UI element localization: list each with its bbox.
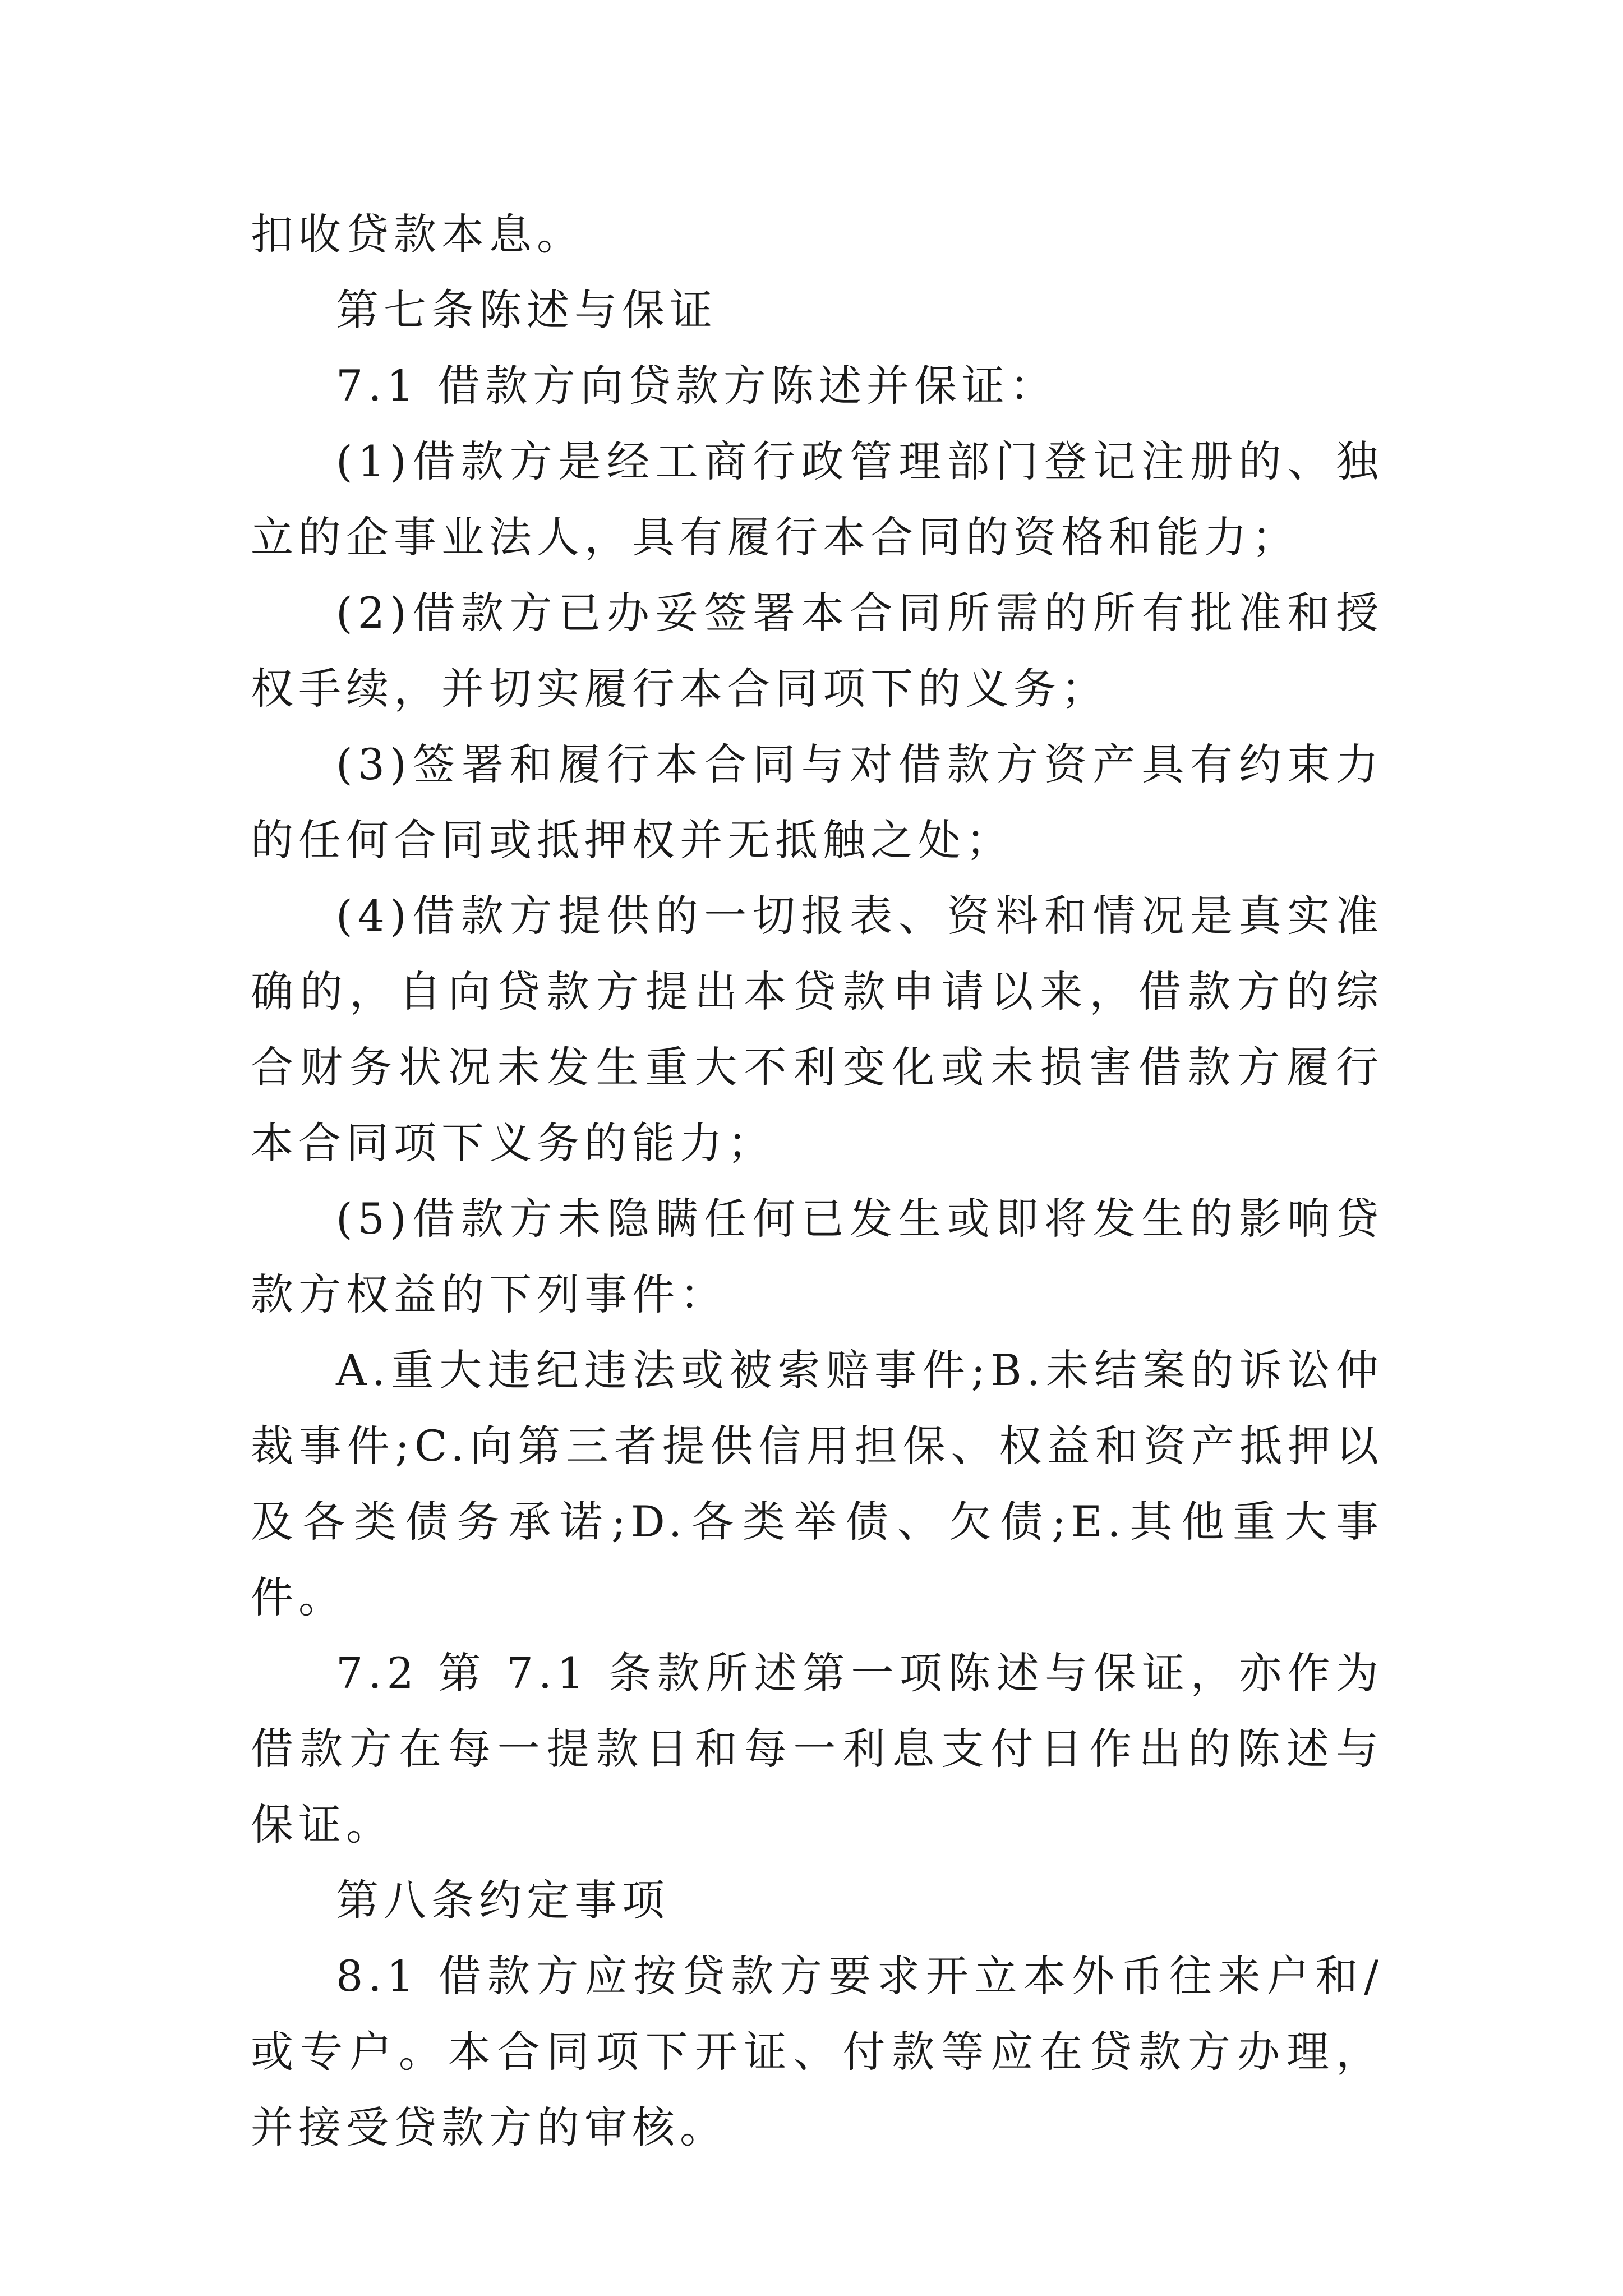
clause-7-1-item-5-events: A.重大违纪违法或被索赔事件;B.未结案的诉讼仲裁事件;C.向第三者提供信用担保、权益和资产抵押以及各类债务承诺;D.各类举债、欠债;E.其他重大事件。 [251, 1345, 1384, 1622]
clause-8-1: 8.1 借款方应按贷款方要求开立本外币往来户和/或专户。本合同项下开证、付款等应在贷款方办理，并接受贷款方的审核。 [251, 1951, 1384, 2152]
clause-7-1-item-3: (3)签署和履行本合同与对借款方资产具有约束力的任何合同或抵押权并无抵触之处； [251, 739, 1384, 865]
article-heading-7: 第七条陈述与保证 [336, 285, 717, 335]
article-heading-8: 第八条约定事项 [336, 1875, 670, 1925]
clause-7-1-item-4: (4)借款方提供的一切报表、资料和情况是真实准确的，自向贷款方提出本贷款申请以来，借款方的综合财务状况未发生重大不利变化或未损害借款方履行本合同项下义务的能力； [251, 891, 1384, 1168]
clause-7-1: 7.1 借款方向贷款方陈述并保证： [336, 361, 1058, 411]
paragraph-continuation: 扣收贷款本息。 [251, 209, 584, 259]
clause-7-1-item-2: (2)借款方已办妥签署本合同所需的所有批准和授权手续，并切实履行本合同项下的义务； [251, 588, 1384, 714]
clause-7-2: 7.2 第 7.1 条款所述第一项陈述与保证，亦作为借款方在每一提款日和每一利息支付日作出的陈述与保证。 [251, 1648, 1384, 1849]
clause-7-1-item-1: (1)借款方是经工商行政管理部门登记注册的、独立的企事业法人，具有履行本合同的资格和能力； [251, 436, 1384, 562]
clause-7-1-item-5: (5)借款方未隐瞒任何已发生或即将发生的影响贷款方权益的下列事件： [251, 1194, 1384, 1319]
document-body [251, 196, 1384, 2165]
